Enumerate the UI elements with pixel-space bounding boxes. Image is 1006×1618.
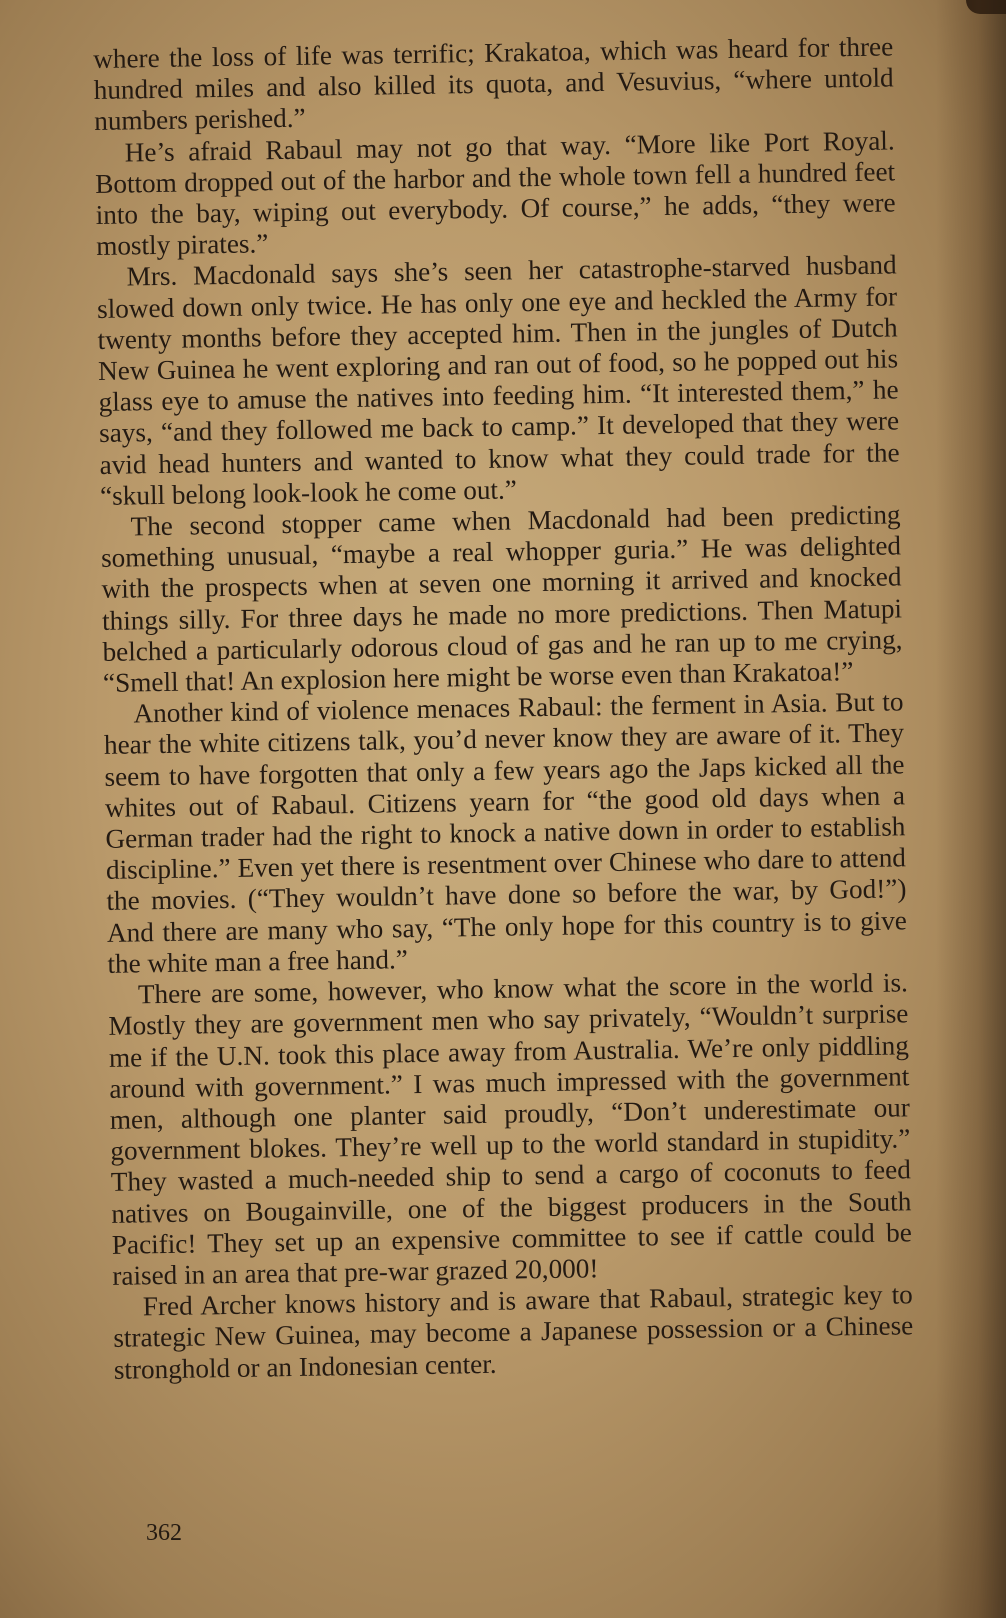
body-text: [93, 31, 914, 1385]
paragraph-1: where the loss of life was terrific; Krakatoa, which was heard for three hundred miles and also killed its quota, and Vesuvius, “where untold numbers perished.”: [93, 31, 894, 137]
paragraph-7: Fred Archer knows history and is aware that Rabaul, strategic key to strategic New Guinea, may become a Japanese possession or a Chinese stronghold or an Indonesian center.: [113, 1279, 914, 1385]
page-number: 362: [146, 1520, 182, 1546]
paragraph-5: Another kind of violence menaces Rabaul: the ferment in Asia. But to hear the white citizens talk, you’d never know they are aware of it. They seem to have forgotten that only a few years ago the Japs kicked all the whites out of Rabaul. Citizens yearn for “the good old days when a German trader had the right to knock a native down in order to establish discipline.” Even yet there is resentment over Chinese who dare to attend the movies. (“They wouldn’t have done so before the war, by God!”) And there are many who say, “The only hope for this country is to give the white man a free hand.”: [103, 686, 908, 979]
page-corner-shadow: [966, 0, 1006, 14]
paragraph-4: The second stopper came when Macdonald had been predicting something unusual, “maybe a real whopper guria.” He was delighted with the prospects when at seven one morning it arrived and knocked things silly. For three days he made no more predictions. Then Matupi belched a particularly odorous cloud of gas and he ran up to me crying, “Smell that! An explosion here might be worse even than Krakatoa!”: [100, 499, 903, 698]
paragraph-6: There are some, however, who know what the score in the world is. Mostly they are government men who say privately, “Wouldn’t surprise me if the U.N. took this place away from Australia. We’re only piddling around with government.” I was much impressed with the government men, although one planter said proudly, “Don’t underestimate our government blokes. They’re well up to the world standard in stupidity.” They wasted a much-needed ship to send a cargo of coconuts to feed natives on Bougainville, one of the biggest producers in the South Pacific! They set up an expensive committee to see if cattle could be raised in an area that pre-war grazed 20,000!: [108, 967, 912, 1291]
paragraph-3: Mrs. Macdonald says she’s seen her catastrophe-starved husband slowed down only twice. He has only one eye and heckled the Army for twenty months before they accepted him. Then in the jungles of Dutch New Guinea he went exploring and ran out of food, so he popped out his glass eye to amuse the natives into feeding him. “It interested them,” he says, “and they followed me back to camp.” It developed that they were avid head hunters and wanted to know what they could trade for the “skull belong look-look he come out.”: [96, 249, 900, 511]
paragraph-2: He’s afraid Rabaul may not go that way. “More like Port Royal. Bottom dropped out of the harbor and the whole town fell a hundred feet into the bay, wiping out everybody. Of course,” he adds, “they were mostly pirates.”: [94, 125, 896, 262]
